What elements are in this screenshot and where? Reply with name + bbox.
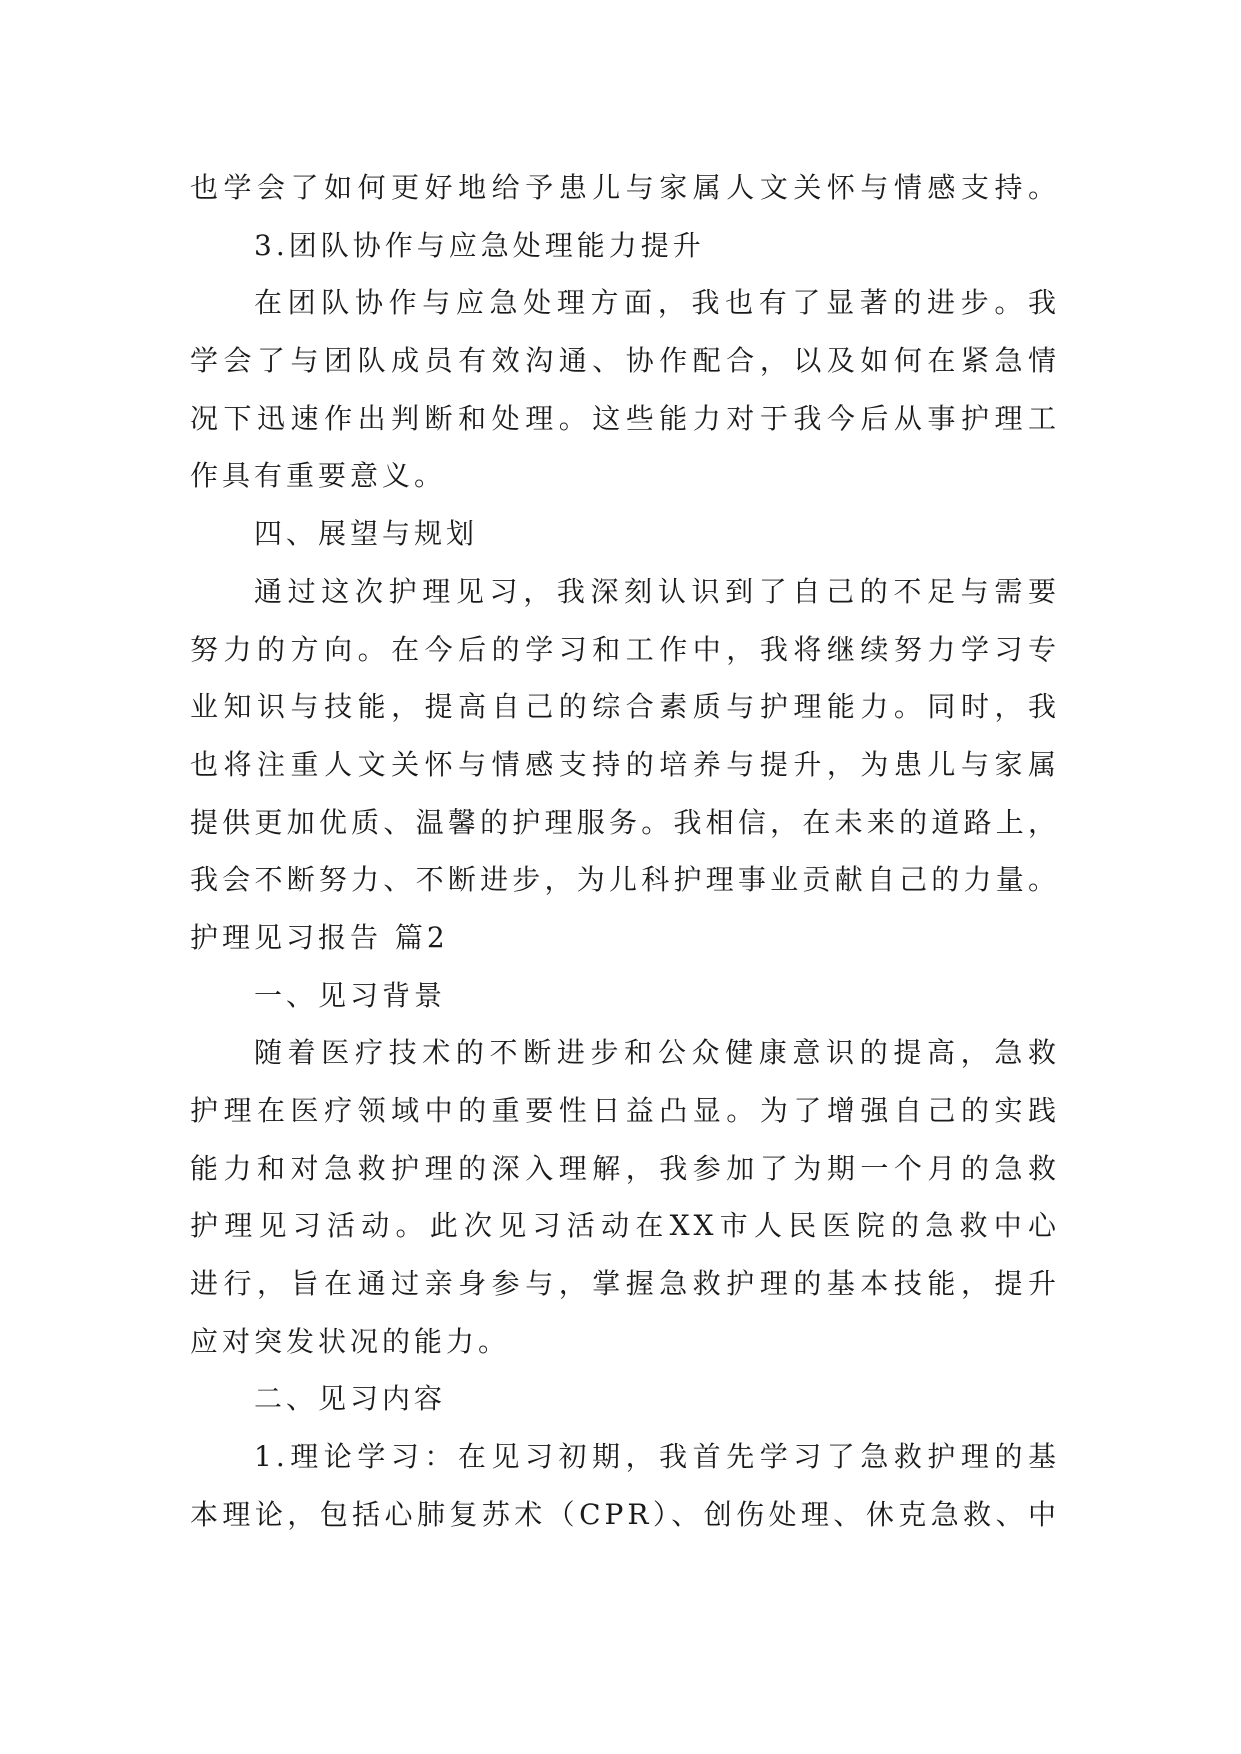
text-line: 我会不断努力、不断进步，为儿科护理事业贡献自己的力量。 <box>190 863 1060 897</box>
text-line: 也学会了如何更好地给予患儿与家属人文关怀与情感支持。 <box>190 171 1060 204</box>
text-line: 学会了与团队成员有效沟通、协作配合，以及如何在紧急情 <box>190 344 1060 378</box>
text-line: 护理在医疗领域中的重要性日益凸显。为了增强自己的实践 <box>190 1094 1060 1127</box>
section-heading <box>190 217 1060 275</box>
paragraph <box>190 274 1060 505</box>
document-body <box>190 159 1060 1544</box>
paragraph <box>190 563 1060 909</box>
text-line: 本理论，包括心肺复苏术（CPR）、创伤处理、休克急救、中 <box>190 1497 1060 1531</box>
heading-text: 3.团队协作与应急处理能力提升 <box>254 228 705 262</box>
text-line: 随着医疗技术的不断进步和公众健康意识的提高，急救 <box>254 1036 1060 1070</box>
text-line: 作具有重要意义。 <box>190 459 447 493</box>
text-line: 能力和对急救护理的深入理解，我参加了为期一个月的急救 <box>190 1151 1060 1185</box>
text-line: 努力的方向。在今后的学习和工作中，我将继续努力学习专 <box>190 632 1060 666</box>
text-line: 通过这次护理见习，我深刻认识到了自己的不足与需要 <box>254 574 1060 608</box>
text-line: 护理见习活动。此次见习活动在XX市人民医院的急救中心 <box>190 1209 1060 1243</box>
text-line: 应对突发状况的能力。 <box>190 1324 511 1358</box>
text-line: 1.理论学习：在见习初期，我首先学习了急救护理的基 <box>254 1440 1060 1474</box>
heading-text: 二、见习内容 <box>254 1382 447 1416</box>
paragraph <box>190 1024 1060 1370</box>
text-line: 进行，旨在通过亲身参与，掌握急救护理的基本技能，提升 <box>190 1267 1060 1301</box>
text-line: 况下迅速作出判断和处理。这些能力对于我今后从事护理工 <box>190 401 1060 435</box>
section-heading <box>190 967 1060 1025</box>
section-heading <box>190 1370 1060 1428</box>
report-title <box>190 909 1060 967</box>
paragraph <box>190 1428 1060 1543</box>
paragraph-continuation <box>190 159 1060 217</box>
heading-text: 四、展望与规划 <box>254 517 479 551</box>
text-line: 业知识与技能，提高自己的综合素质与护理能力。同时，我 <box>190 690 1060 724</box>
title-text: 护理见习报告 篇2 <box>190 920 449 954</box>
section-heading <box>190 505 1060 563</box>
text-line: 在团队协作与应急处理方面，我也有了显著的进步。我 <box>254 286 1060 320</box>
heading-text: 一、见习背景 <box>254 978 447 1012</box>
text-line: 提供更加优质、温馨的护理服务。我相信，在未来的道路上， <box>190 805 1060 839</box>
text-line: 也将注重人文关怀与情感支持的培养与提升，为患儿与家属 <box>190 747 1060 781</box>
